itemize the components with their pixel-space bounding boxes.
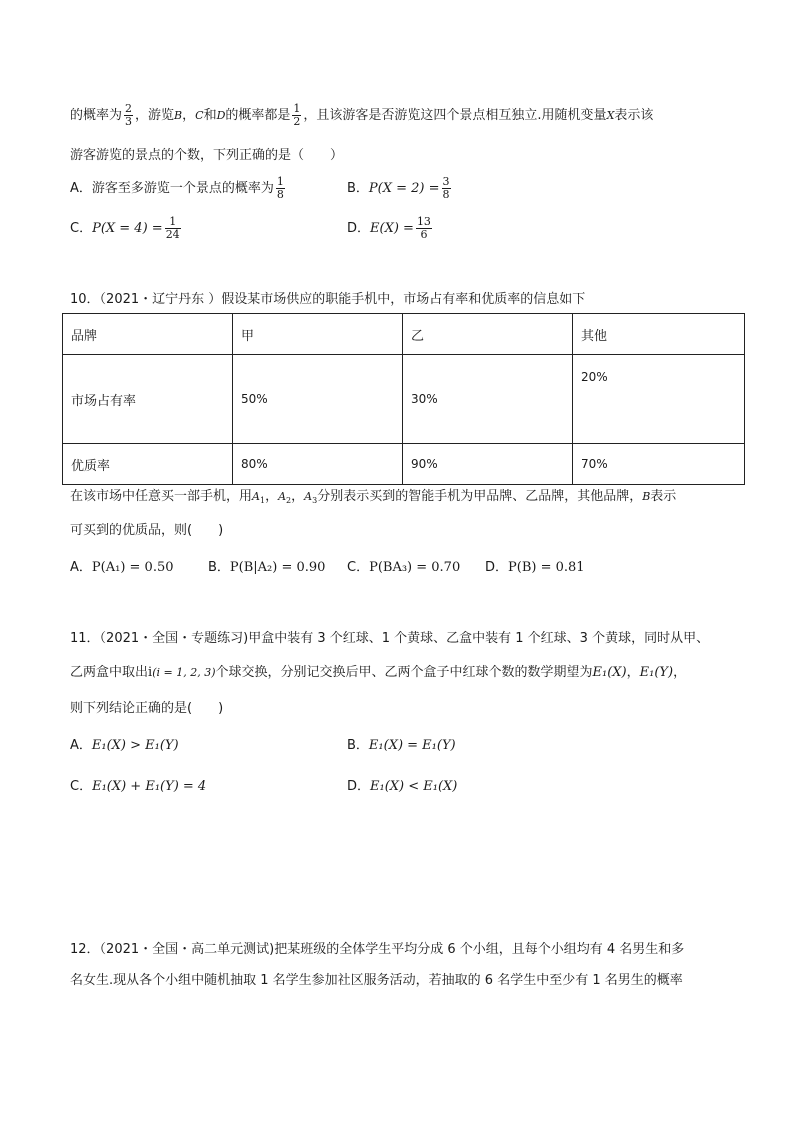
q10-option-expr: P(B|A₂) = 0.90 <box>229 560 326 575</box>
q9-option-b <box>347 176 453 201</box>
q10-table-header-row <box>63 314 745 355</box>
q10-option-label: D． <box>485 560 509 575</box>
q10-option-label: C． <box>347 560 370 575</box>
q10-var-a1: $A_1$ <box>252 490 266 505</box>
q9-text: 表示该 <box>614 108 654 123</box>
q11-option-c <box>70 775 206 794</box>
q10-after-line2: 可买到的优质品，则( ) <box>70 523 224 538</box>
q11-line1: 11．（2021・全国・专题练习)甲盒中装有 3 个红球、1 个黄球、乙盒中装有 1 个红球、3 个黄球，同时从甲、 <box>70 631 710 646</box>
q11-sep: ， <box>626 665 640 680</box>
q9-var-c: C <box>195 109 204 122</box>
q9-var-d: D <box>216 109 226 122</box>
q9-line2: 游客游览的景点的个数，下列正确的是（ ） <box>70 148 344 163</box>
q11-option-expr: E₁(X) = E₁(Y) <box>368 738 456 753</box>
q10-option-expr: P(A₁) = 0.50 <box>91 560 174 575</box>
q10-table-row <box>63 444 745 485</box>
q9-sep: ， <box>182 108 196 123</box>
q9-option-c-expr: P(X = 4) = <box>92 221 163 236</box>
q9-option-c <box>70 216 183 241</box>
q9-fraction-one-half: $\frac{1}{2}$ <box>293 102 301 128</box>
q10-option-label: A． <box>70 560 92 575</box>
q11-option-b <box>347 734 456 753</box>
q10-text: 表示 <box>650 489 677 504</box>
q10-var-a3: $A_3$ <box>304 490 318 505</box>
q9-option-d-expr: E(X) = <box>370 221 414 236</box>
q11-option-expr: E₁(X) > E₁(Y) <box>91 738 179 753</box>
q11-expect-y: E₁(Y) <box>639 665 674 680</box>
q10-var-a2: $A_2$ <box>278 490 292 505</box>
q9-var-b: B <box>174 109 183 122</box>
q11-text: 个球交换，分别记交换后甲、乙两个盒子中红球个数的数学期望为 <box>215 665 593 680</box>
q10-option-expr: P(BA₃) = 0.70 <box>369 560 461 575</box>
q11-option-d <box>347 775 457 794</box>
q11-line2 <box>70 661 686 680</box>
q9-option-b-label: B． <box>347 181 369 196</box>
q10-cell: 市场占有率 <box>63 355 233 444</box>
q11-line3: 则下列结论正确的是( ) <box>70 701 224 716</box>
q11-option-expr: E₁(X) + E₁(Y) = 4 <box>92 779 207 794</box>
q9-option-a-text: A．游客至多游览一个景点的概率为 <box>70 181 274 196</box>
q11-condition: (i = 1, 2, 3) <box>152 666 216 679</box>
q11-text: 乙两盒中取出 <box>70 665 149 680</box>
q11-option-a <box>70 734 179 753</box>
q11-option-label: B． <box>347 738 369 753</box>
q9-option-d-fraction: $\frac{13}{6}$ <box>416 215 431 241</box>
q9-var-x: X <box>606 109 615 122</box>
q9-option-c-fraction: $\frac{1}{24}$ <box>165 215 180 241</box>
q10-cell: 优质率 <box>63 444 233 485</box>
q12-line1: 12．（2021・全国・高二单元测试)把某班级的全体学生平均分成 6 个小组，且每个小组均有 4 名男生和多 <box>70 942 685 957</box>
q10-cell: 80% <box>233 444 403 485</box>
q10-cell: 90% <box>403 444 573 485</box>
q10-cell: 50% <box>233 355 403 444</box>
q10-stem: 10．（2021・辽宁丹东 ）假设某市场供应的职能手机中，市场占有率和优质率的信息如下 <box>70 292 586 307</box>
q9-option-a <box>70 176 287 201</box>
q11-option-label: A． <box>70 738 92 753</box>
q9-option-d-label: D． <box>347 221 371 236</box>
q9-option-d <box>347 216 434 241</box>
q11-option-label: C． <box>70 779 93 794</box>
q10-cell: 甲 <box>233 314 403 355</box>
q10-var-b: B <box>642 490 651 503</box>
q10-cell: 30% <box>403 355 573 444</box>
q10-cell: 20% <box>573 355 745 444</box>
q9-text: ，且该游客是否游览这四个景点相互独立.用随机变量 <box>303 108 607 123</box>
q10-cell: 70% <box>573 444 745 485</box>
q9-text: 的概率都是 <box>225 108 291 123</box>
q9-line1 <box>70 103 653 128</box>
q10-option-expr: P(B) = 0.81 <box>508 560 585 575</box>
q10-cell: 其他 <box>573 314 745 355</box>
q9-option-c-label: C． <box>70 221 93 236</box>
q10-text: 分别表示买到的智能手机为甲品牌、乙品牌，其他品牌， <box>317 489 643 504</box>
q9-conn: 和 <box>203 108 217 123</box>
q11-sep: ， <box>673 665 687 680</box>
q10-after-line1 <box>70 485 676 505</box>
q10-table <box>62 313 745 485</box>
q10-option-a <box>70 556 174 575</box>
q10-cell: 品牌 <box>63 314 233 355</box>
q10-table-row <box>63 355 745 444</box>
q10-option-label: B． <box>208 560 230 575</box>
q11-expect-x: E₁(X) <box>592 665 627 680</box>
q10-cell: 乙 <box>403 314 573 355</box>
q9-fraction-two-thirds: $\frac{2}{3}$ <box>125 102 133 128</box>
q9-option-b-expr: P(X = 2) = <box>368 181 440 196</box>
q10-sep: ， <box>265 489 279 504</box>
q10-sep: ， <box>291 489 305 504</box>
q9-option-b-fraction: $\frac{3}{8}$ <box>442 175 450 201</box>
q12-line2: 名女生.现从各个小组中随机抽取 1 名学生参加社区服务活动，若抽取的 6 名学生中至少有 1 名男生的概率 <box>70 973 683 988</box>
q10-text: 在该市场中任意买一部手机，用 <box>70 489 253 504</box>
q9-text: 的概率为 <box>70 108 123 123</box>
q10-option-d <box>485 556 585 575</box>
q9-text: ，游览 <box>135 108 175 123</box>
q10-option-b <box>208 556 325 575</box>
q11-var-i: i <box>148 665 153 680</box>
q11-option-label: D． <box>347 779 371 794</box>
q11-option-expr: E₁(X) < E₁(X) <box>370 779 458 794</box>
q10-option-c <box>347 556 460 575</box>
q9-option-a-fraction: $\frac{1}{8}$ <box>276 175 284 201</box>
